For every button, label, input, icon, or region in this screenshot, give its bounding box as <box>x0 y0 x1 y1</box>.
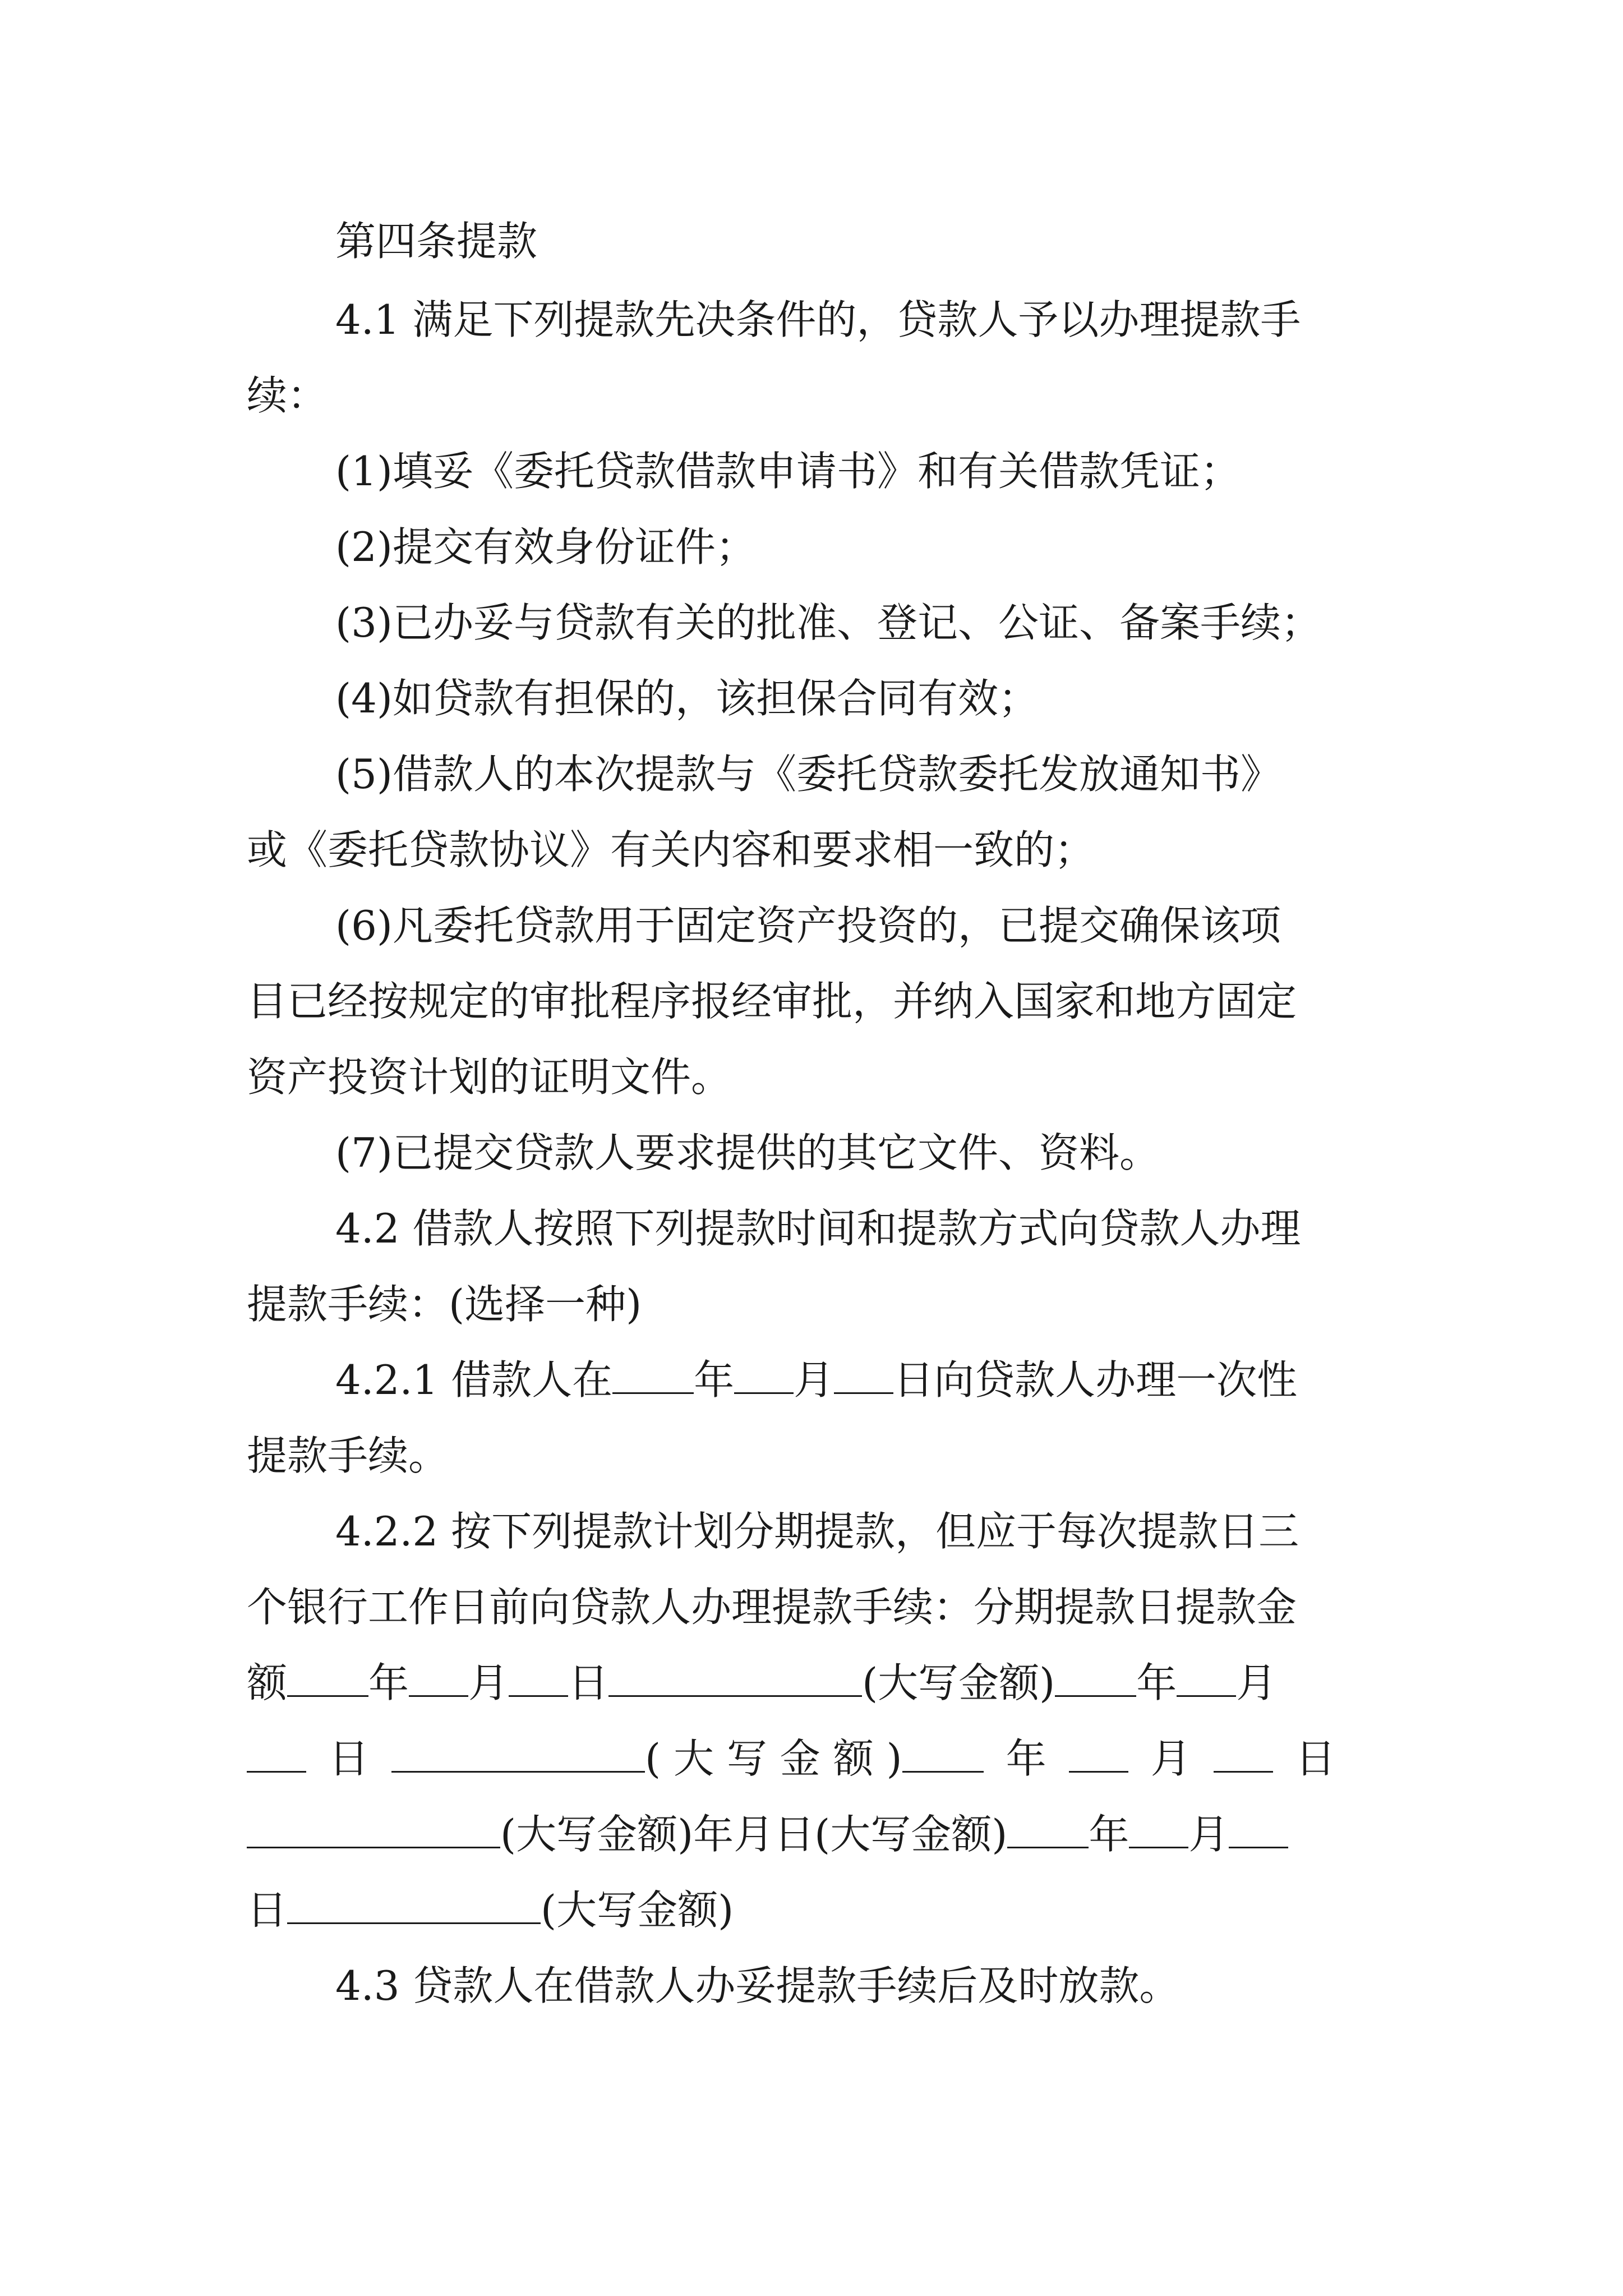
installment-mid-text: (大写金额)年月日(大写金额) <box>500 1811 1008 1858</box>
installment-line-start: 额 <box>247 1659 288 1706</box>
clause-4-2-1-line-1 <box>335 1352 1380 1408</box>
amount-blank[interactable] <box>391 1732 645 1773</box>
day-label: 日 <box>329 1735 370 1782</box>
installment-line-2 <box>247 1731 1380 1787</box>
month-blank[interactable] <box>1069 1732 1128 1773</box>
amount-blank[interactable] <box>608 1656 862 1697</box>
year-label: 年 <box>1006 1735 1046 1782</box>
article-heading: 第四条提款 <box>335 218 538 265</box>
month-blank[interactable] <box>1129 1807 1188 1848</box>
condition-item-7: (7)已提交贷款人要求提供的其它文件、资料。 <box>335 1129 1160 1176</box>
clause-4-2-line-1: 4.2 借款人按照下列提款时间和提款方式向贷款人办理 <box>335 1205 1301 1252</box>
clause-4-3: 4.3 贷款人在借款人办妥提款手续后及时放款。 <box>335 1962 1180 2009</box>
day-blank[interactable] <box>1214 1732 1273 1773</box>
clause-4-2-1-prefix: 4.2.1 借款人在 <box>335 1356 613 1404</box>
amount-blank[interactable] <box>247 1807 500 1848</box>
year-blank[interactable] <box>1055 1656 1136 1697</box>
year-label: 年 <box>1136 1659 1177 1706</box>
condition-item-6-line-1: (6)凡委托贷款用于固定资产投资的，已提交确保该项 <box>335 902 1281 949</box>
month-label: 月 <box>1188 1811 1229 1858</box>
clause-4-1-line-1: 4.1 满足下列提款先决条件的，贷款人予以办理提款手 <box>335 296 1301 343</box>
day-label: 日 <box>568 1659 609 1706</box>
amount-label: (大写金额) <box>862 1659 1055 1706</box>
condition-item-3: (3)已办妥与贷款有关的批准、登记、公证、备案手续； <box>335 599 1321 646</box>
clause-4-1-line-2: 续： <box>247 372 328 419</box>
condition-item-6-line-3: 资产投资计划的证明文件。 <box>247 1053 732 1101</box>
day-label: 日 <box>247 1887 288 1934</box>
condition-item-2: (2)提交有效身份证件； <box>335 523 756 570</box>
condition-item-5-line-1: (5)借款人的本次提款与《委托贷款委托发放通知书》 <box>335 751 1281 798</box>
day-label: 日 <box>1295 1735 1336 1782</box>
month-label: 月 <box>1150 1735 1191 1782</box>
condition-item-1: (1)填妥《委托贷款借款申请书》和有关借款凭证； <box>335 448 1241 495</box>
month-blank[interactable] <box>409 1656 468 1697</box>
year-blank[interactable] <box>612 1353 694 1394</box>
day-blank[interactable] <box>509 1656 568 1697</box>
day-blank[interactable] <box>247 1732 306 1773</box>
month-blank[interactable] <box>1177 1656 1236 1697</box>
clause-4-2-1-day-suffix: 日向贷款人办理一次性 <box>893 1356 1298 1404</box>
year-label: 年 <box>694 1356 735 1404</box>
month-label: 月 <box>468 1659 509 1706</box>
clause-4-2-2-line-1: 4.2.2 按下列提款计划分期提款，但应于每次提款日三 <box>335 1508 1299 1555</box>
clause-4-2-1-line-2: 提款手续。 <box>247 1432 449 1479</box>
amount-label: (大写金额) <box>541 1887 734 1934</box>
year-label: 年 <box>1089 1811 1129 1858</box>
clause-4-2-line-2: 提款手续：(选择一种) <box>247 1281 642 1328</box>
month-blank[interactable] <box>734 1353 794 1394</box>
condition-item-5-line-2: 或《委托贷款协议》有关内容和要求相一致的； <box>247 826 1095 873</box>
year-label: 年 <box>368 1659 409 1706</box>
amount-blank[interactable] <box>287 1883 541 1924</box>
month-label: 月 <box>794 1356 834 1404</box>
year-blank[interactable] <box>1007 1807 1089 1848</box>
month-label: 月 <box>1236 1659 1277 1706</box>
installment-line-4 <box>247 1882 1380 1938</box>
condition-item-6-line-2: 目已经按规定的审批程序报经审批，并纳入国家和地方固定 <box>247 978 1297 1025</box>
clause-4-2-2-line-2: 个银行工作日前向贷款人办理提款手续：分期提款日提款金 <box>247 1584 1297 1631</box>
condition-item-4: (4)如贷款有担保的，该担保合同有效； <box>335 675 1039 722</box>
installment-line-1 <box>247 1655 1380 1711</box>
day-blank[interactable] <box>834 1353 893 1394</box>
year-blank[interactable] <box>287 1656 368 1697</box>
year-blank[interactable] <box>902 1732 984 1773</box>
amount-label: ( 大 写 金 额 ) <box>645 1735 902 1782</box>
installment-line-3 <box>247 1806 1380 1862</box>
day-blank[interactable] <box>1229 1807 1288 1848</box>
